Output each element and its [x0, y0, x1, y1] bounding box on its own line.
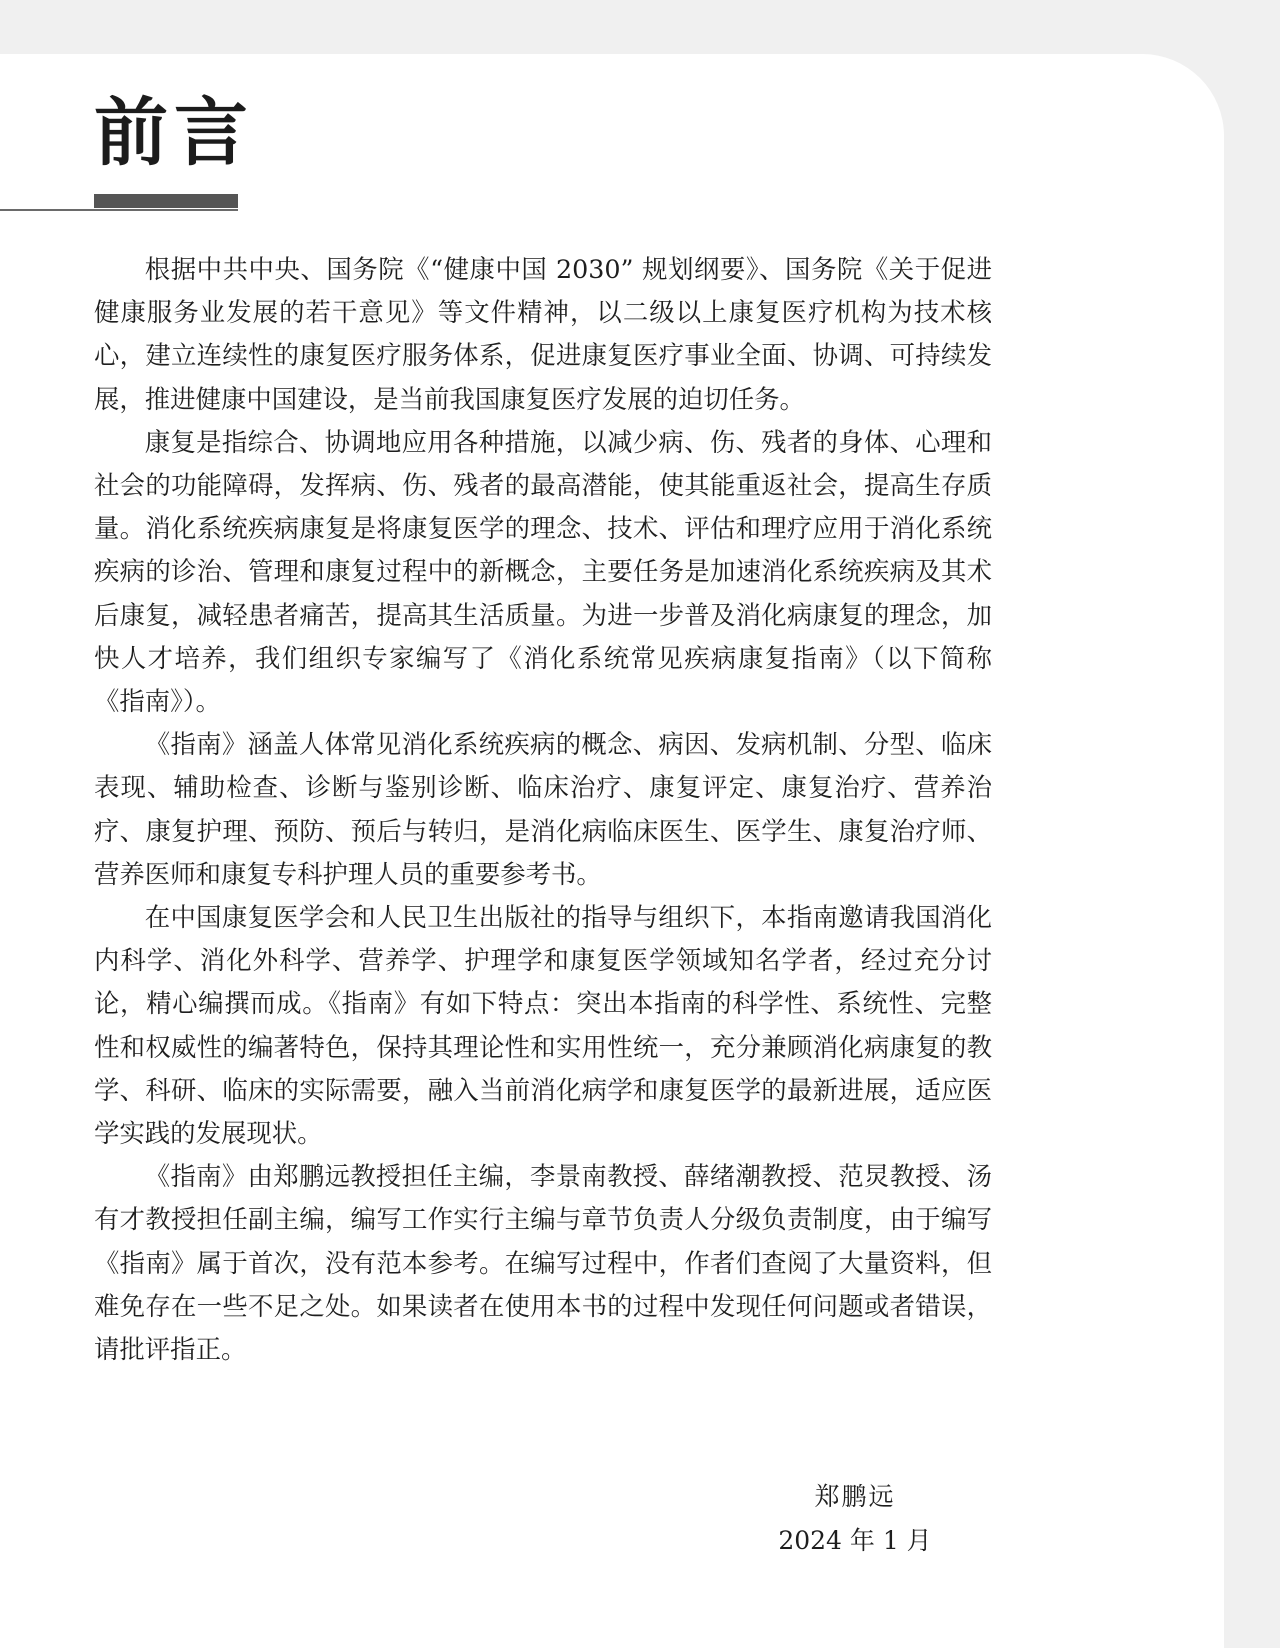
- page-title: 前言: [94, 90, 254, 176]
- paragraph-5: 《指南》由郑鹏远教授担任主编，李景南教授、薛绪潮教授、范炅教授、汤有才教授担任副主编，编写工作实行主编与章节负责人分级负责制度，由于编写《指南》属于首次，没有范本参考。在编写过程中，作者们查阅了大量资料，但难免存在一些不足之处。如果读者在使用本书的过程中发现任何问题或者错误，请批评指正。: [94, 1161, 992, 1365]
- paragraph-3: 《指南》涵盖人体常见消化系统疾病的概念、病因、发病机制、分型、临床表现、辅助检查、诊断与鉴别诊断、临床治疗、康复评定、康复治疗、营养治疗、康复护理、预防、预后与转归，是消化病临床医生、医学生、康复治疗师、营养医师和康复专科护理人员的重要参考书。: [94, 729, 992, 889]
- paragraph-1: 根据中共中央、国务院《“健康中国 2030” 规划纲要》、国务院《关于促进健康服务业发展的若干意见》等文件精神，以二级以上康复医疗机构为技术核心，建立连续性的康复医疗服务体系，促进康复医疗事业全面、协调、可持续发展，推进健康中国建设，是当前我国康复医疗发展的迫切任务。: [94, 254, 992, 414]
- title-accent-bar: [94, 194, 238, 208]
- signature-date: 2024 年 1 月: [778, 1526, 932, 1555]
- paragraph-2: 康复是指综合、协调地应用各种措施，以减少病、伤、残者的身体、心理和社会的功能障碍，发挥病、伤、残者的最高潜能，使其能重返社会，提高生存质量。消化系统疾病康复是将康复医学的理念、技术、评估和理疗应用于消化系统疾病的诊治、管理和康复过程中的新概念，主要任务是加速消化系统疾病及其术后康复，减轻患者痛苦，提高其生活质量。为进一步普及消化病康复的理念，加快人才培养，我们组织专家编写了《消化系统常见疾病康复指南》（以下简称《指南》）。: [94, 426, 992, 717]
- paragraph-4: 在中国康复医学会和人民卫生出版社的指导与组织下，本指南邀请我国消化内科学、消化外科学、营养学、护理学和康复医学领域知名学者，经过充分讨论，精心编撰而成。《指南》有如下特点：突出本指南的科学性、系统性、完整性和权威性的编著特色，保持其理论性和实用性统一，充分兼顾消化病康复的教学、科研、临床的实际需要，融入当前消化病学和康复医学的最新进展，适应医学实践的发展现状。: [94, 902, 992, 1149]
- preface-body: [94, 248, 992, 1371]
- title-underline: [0, 209, 238, 211]
- signature-block: [750, 1475, 960, 1563]
- signature-author: 郑鹏远: [814, 1482, 896, 1511]
